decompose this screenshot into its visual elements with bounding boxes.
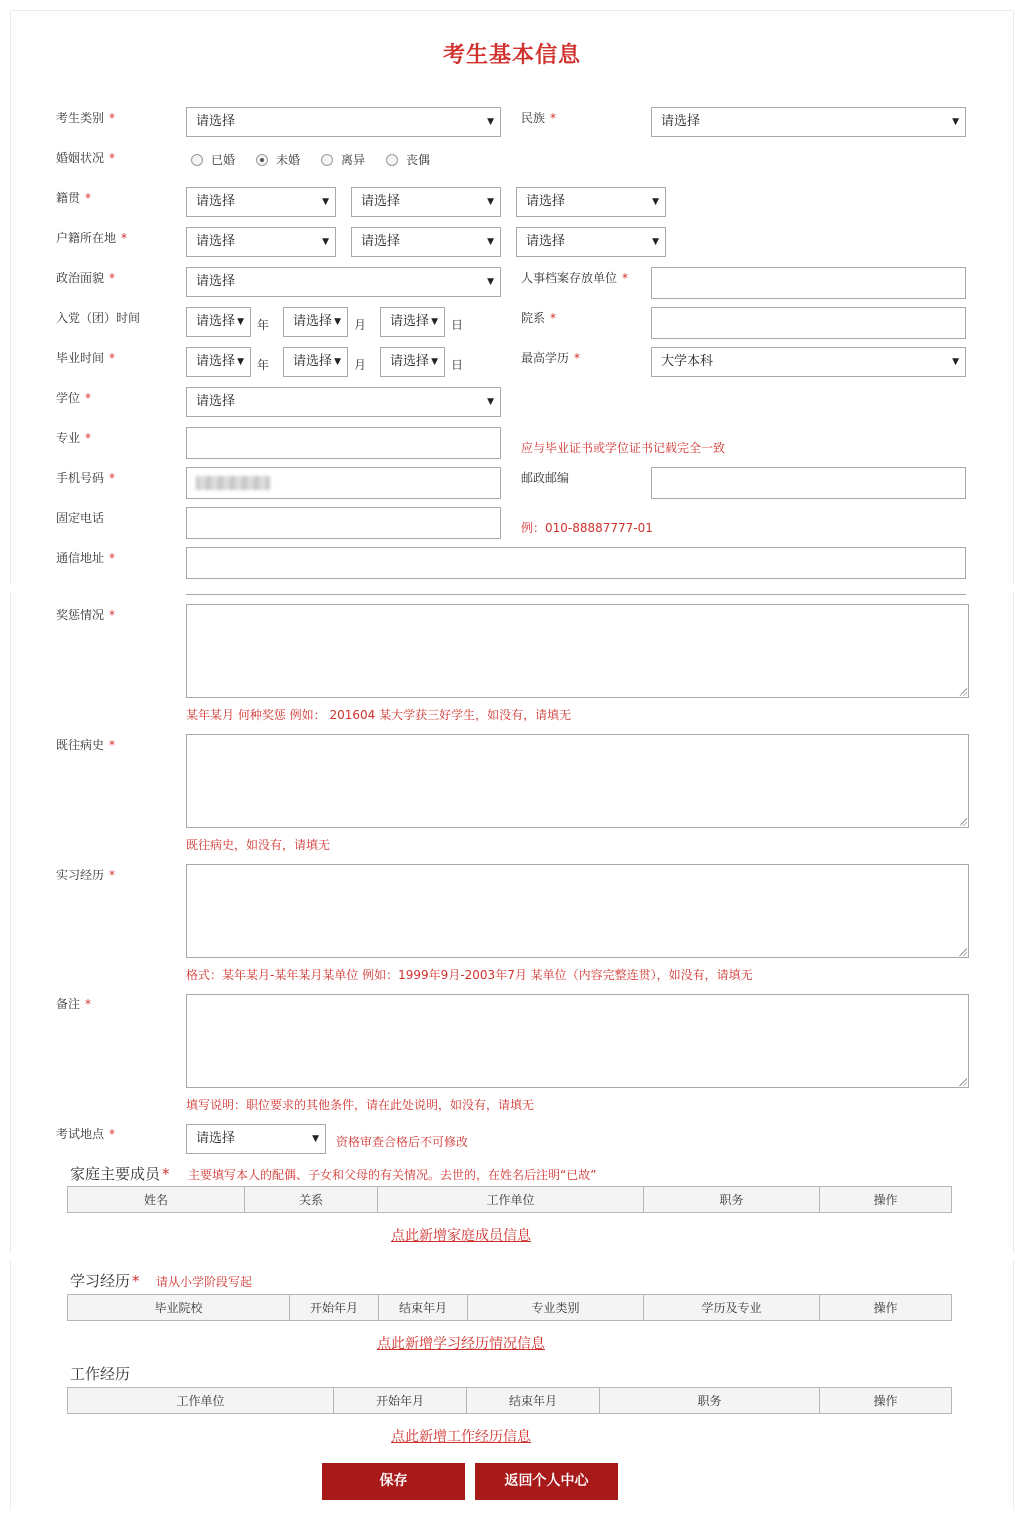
work-col-action: 操作 bbox=[820, 1388, 952, 1414]
chevron-down-icon: ▼ bbox=[322, 237, 329, 247]
radio-icon bbox=[386, 154, 398, 166]
ethnicity-select[interactable]: 请选择 ▼ bbox=[651, 107, 966, 137]
chevron-down-icon: ▼ bbox=[487, 277, 494, 287]
household-label: 户籍所在地 * bbox=[56, 231, 128, 245]
family-col-action: 操作 bbox=[820, 1187, 952, 1213]
add-education-link[interactable]: 点此新增学习经历情况信息 bbox=[377, 1336, 545, 1352]
household-province-select[interactable]: 请选择 ▼ bbox=[186, 227, 336, 257]
radio-icon bbox=[191, 154, 203, 166]
chevron-down-icon: ▼ bbox=[487, 397, 494, 407]
marital-radio-married[interactable]: 已婚 bbox=[191, 151, 235, 168]
household-city-select[interactable]: 请选择 ▼ bbox=[351, 227, 501, 257]
graduation-year-select[interactable]: 请选择 ▼ bbox=[186, 347, 251, 377]
medical-history-textarea[interactable] bbox=[186, 734, 969, 828]
exam-location-hint: 资格审查合格后不可修改 bbox=[336, 1135, 469, 1149]
work-col-position: 职务 bbox=[600, 1388, 820, 1414]
work-col-start: 开始年月 bbox=[334, 1388, 467, 1414]
remarks-label: 备注 * bbox=[56, 997, 92, 1011]
political-status-label: 政治面貌 * bbox=[56, 271, 116, 285]
landline-hint: 例：010-88887777-01 bbox=[521, 521, 653, 535]
major-hint: 应与毕业证书或学位证书记载完全一致 bbox=[521, 441, 726, 455]
family-col-position: 职务 bbox=[644, 1187, 820, 1213]
graduation-day-select[interactable]: 请选择 ▼ bbox=[380, 347, 445, 377]
back-to-profile-button[interactable]: 返回个人中心 bbox=[475, 1463, 618, 1500]
chevron-down-icon: ▼ bbox=[652, 197, 659, 207]
awards-hint: 某年某月 何种奖惩 例如： 201604 某大学获三好学生，如没有，请填无 bbox=[186, 708, 572, 722]
chevron-down-icon: ▼ bbox=[652, 237, 659, 247]
work-col-employer: 工作单位 bbox=[68, 1388, 334, 1414]
graduation-month-select[interactable]: 请选择 ▼ bbox=[283, 347, 348, 377]
internship-label: 实习经历 * bbox=[56, 868, 116, 882]
degree-label: 学位 * bbox=[56, 391, 92, 405]
native-place-label: 籍贯 * bbox=[56, 191, 92, 205]
education-section-hint: 请从小学阶段写起 bbox=[156, 1275, 253, 1289]
landline-label: 固定电话 bbox=[56, 511, 105, 525]
candidate-type-select[interactable]: 请选择 ▼ bbox=[186, 107, 501, 137]
native-county-select[interactable]: 请选择 ▼ bbox=[516, 187, 666, 217]
marital-status-label: 婚姻状况 * bbox=[56, 151, 116, 165]
year-unit: 年 bbox=[257, 358, 270, 372]
education-table bbox=[67, 1294, 952, 1321]
family-section-title: 家庭主要成员 * bbox=[70, 1165, 170, 1183]
household-county-select[interactable]: 请选择 ▼ bbox=[516, 227, 666, 257]
work-col-end: 结束年月 bbox=[467, 1388, 600, 1414]
chevron-down-icon: ▼ bbox=[334, 357, 341, 367]
postal-code-label: 邮政邮编 bbox=[521, 471, 570, 485]
major-label: 专业 * bbox=[56, 431, 92, 445]
work-section-title: 工作经历 bbox=[70, 1365, 131, 1383]
remarks-hint: 填写说明：职位要求的其他条件，请在此处说明，如没有，请填无 bbox=[186, 1098, 535, 1112]
resize-handle-icon[interactable] bbox=[959, 818, 967, 826]
medical-history-label: 既往病史 * bbox=[56, 738, 116, 752]
radio-selected-icon bbox=[256, 154, 268, 166]
marital-radio-widowed[interactable]: 丧偶 bbox=[386, 151, 430, 168]
chevron-down-icon: ▼ bbox=[322, 197, 329, 207]
archive-unit-input[interactable] bbox=[651, 267, 966, 299]
archive-unit-label: 人事档案存放单位 * bbox=[521, 271, 629, 285]
party-month-select[interactable]: 请选择 ▼ bbox=[283, 307, 348, 337]
family-table bbox=[67, 1186, 952, 1213]
party-year-select[interactable]: 请选择 ▼ bbox=[186, 307, 251, 337]
landline-input[interactable] bbox=[186, 507, 501, 539]
candidate-type-label: 考生类别 * bbox=[56, 111, 116, 125]
work-table bbox=[67, 1387, 952, 1414]
medical-history-hint: 既往病史，如没有，请填无 bbox=[186, 838, 331, 852]
education-col-action: 操作 bbox=[820, 1295, 952, 1321]
chevron-down-icon: ▼ bbox=[334, 317, 341, 327]
section-gap bbox=[0, 584, 1024, 592]
chevron-down-icon: ▼ bbox=[952, 117, 959, 127]
postal-code-input[interactable] bbox=[651, 467, 966, 499]
political-status-select[interactable]: 请选择 ▼ bbox=[186, 267, 501, 297]
exam-location-label: 考试地点 * bbox=[56, 1127, 116, 1141]
month-unit: 月 bbox=[354, 318, 367, 332]
chevron-down-icon: ▼ bbox=[237, 317, 244, 327]
family-col-name: 姓名 bbox=[68, 1187, 245, 1213]
ethnicity-label: 民族 * bbox=[521, 111, 557, 125]
chevron-down-icon: ▼ bbox=[431, 317, 438, 327]
family-section-hint: 主要填写本人的配偶、子女和父母的有关情况。去世的，在姓名后注明“已故” bbox=[188, 1168, 597, 1182]
chevron-down-icon: ▼ bbox=[487, 117, 494, 127]
education-col-school: 毕业院校 bbox=[68, 1295, 290, 1321]
internship-hint: 格式：某年某月-某年某月某单位 例如：1999年9月-2003年7月 某单位（内容完整连贯），如没有，请填无 bbox=[186, 968, 753, 982]
party-join-date-label: 入党（团）时间 bbox=[56, 311, 141, 325]
year-unit: 年 bbox=[257, 318, 270, 332]
section-gap bbox=[0, 1253, 1024, 1261]
chevron-down-icon: ▼ bbox=[312, 1134, 319, 1144]
chevron-down-icon: ▼ bbox=[487, 197, 494, 207]
add-family-member-link[interactable]: 点此新增家庭成员信息 bbox=[391, 1228, 531, 1244]
add-work-experience-link[interactable]: 点此新增工作经历信息 bbox=[391, 1429, 531, 1445]
chevron-down-icon: ▼ bbox=[952, 357, 959, 367]
department-label: 院系 * bbox=[521, 311, 557, 325]
native-city-select[interactable]: 请选择 ▼ bbox=[351, 187, 501, 217]
chevron-down-icon: ▼ bbox=[237, 357, 244, 367]
divider bbox=[186, 594, 966, 595]
remarks-textarea[interactable] bbox=[186, 994, 969, 1088]
department-input[interactable] bbox=[651, 307, 966, 339]
awards-label: 奖惩情况 * bbox=[56, 608, 116, 622]
internship-textarea[interactable] bbox=[186, 864, 969, 958]
awards-textarea[interactable] bbox=[186, 604, 969, 698]
save-button[interactable]: 保存 bbox=[322, 1463, 465, 1500]
education-col-end: 结束年月 bbox=[379, 1295, 468, 1321]
native-province-select[interactable]: 请选择 ▼ bbox=[186, 187, 336, 217]
radio-icon bbox=[321, 154, 333, 166]
resize-handle-icon[interactable] bbox=[959, 688, 967, 696]
day-unit: 日 bbox=[451, 358, 464, 372]
highest-education-label: 最高学历 * bbox=[521, 351, 581, 365]
address-input[interactable] bbox=[186, 547, 966, 579]
party-day-select[interactable]: 请选择 ▼ bbox=[380, 307, 445, 337]
mobile-label: 手机号码 * bbox=[56, 471, 116, 485]
education-col-category: 专业类别 bbox=[468, 1295, 644, 1321]
marital-radio-divorced[interactable]: 离异 bbox=[321, 151, 365, 168]
redacted-phone-number bbox=[196, 476, 270, 490]
page-title: 考生基本信息 bbox=[442, 43, 581, 68]
resize-handle-icon[interactable] bbox=[959, 948, 967, 956]
degree-select[interactable]: 请选择 ▼ bbox=[186, 387, 501, 417]
highest-education-select[interactable]: 大学本科 ▼ bbox=[651, 347, 966, 377]
chevron-down-icon: ▼ bbox=[487, 237, 494, 247]
month-unit: 月 bbox=[354, 358, 367, 372]
resize-handle-icon[interactable] bbox=[959, 1078, 967, 1086]
family-col-employer: 工作单位 bbox=[378, 1187, 644, 1213]
graduation-date-label: 毕业时间 * bbox=[56, 351, 116, 365]
family-col-relation: 关系 bbox=[245, 1187, 378, 1213]
education-section-title: 学习经历 * bbox=[70, 1272, 140, 1290]
marital-radio-unmarried[interactable]: 未婚 bbox=[256, 151, 300, 168]
address-label: 通信地址 * bbox=[56, 551, 116, 565]
education-col-start: 开始年月 bbox=[290, 1295, 379, 1321]
major-input[interactable] bbox=[186, 427, 501, 459]
chevron-down-icon: ▼ bbox=[431, 357, 438, 367]
education-col-degree-major: 学历及专业 bbox=[644, 1295, 820, 1321]
day-unit: 日 bbox=[451, 318, 464, 332]
exam-location-select[interactable]: 请选择 ▼ bbox=[186, 1124, 326, 1154]
